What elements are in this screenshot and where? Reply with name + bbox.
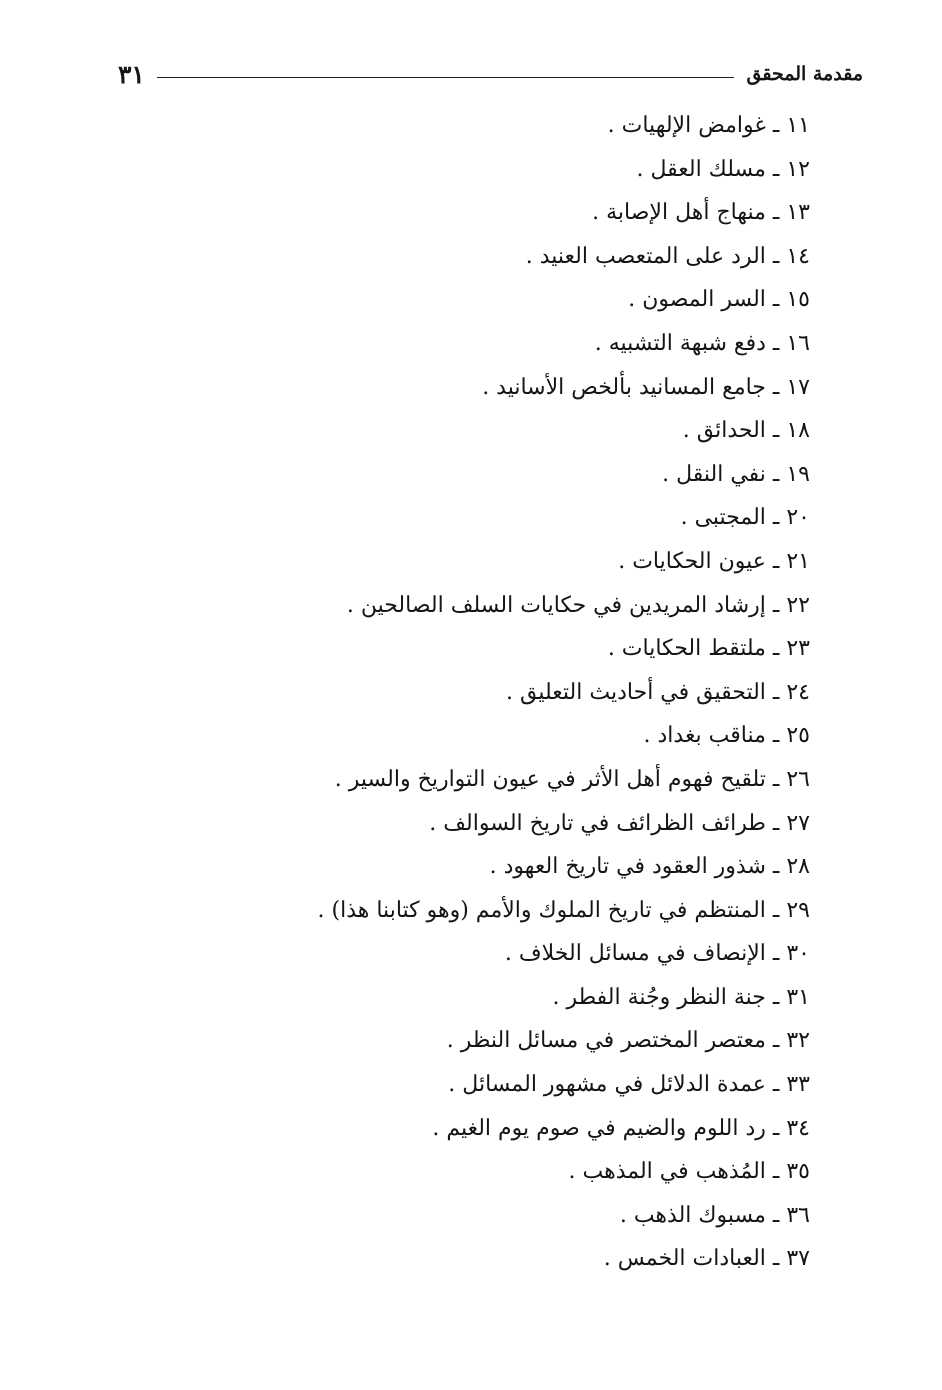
list-item (190, 409, 810, 453)
list-item (190, 1194, 810, 1238)
list-item (190, 1019, 810, 1063)
entry-number: ١٨ (786, 418, 810, 444)
running-title: مقدمة المحقق (746, 63, 863, 85)
entry-separator: ـ (765, 1246, 787, 1272)
entry-title: المجتبى . (680, 505, 766, 531)
entry-number: ٢٠ (786, 505, 810, 531)
entry-title: دفع شبهة التشبيه . (594, 330, 766, 356)
entry-separator: ـ (765, 243, 787, 269)
list-item (190, 322, 810, 366)
entry-title: السر المصون . (628, 287, 766, 313)
list-item (190, 584, 810, 628)
entry-title: مناقب بغداد . (643, 723, 766, 749)
entry-separator: ـ (765, 854, 787, 880)
entry-number: ١١ (786, 113, 810, 138)
entry-title: تلقيح فهوم أهل الأثر في عيون التواريخ والسير . (334, 766, 766, 792)
entry-separator: ـ (765, 1028, 787, 1054)
list-item (190, 453, 810, 497)
list-item (190, 671, 810, 715)
entry-title: الرد على المتعصب العنيد . (525, 243, 766, 269)
entry-separator: ـ (765, 1159, 787, 1185)
entry-title: ملتقط الحكايات . (607, 636, 766, 662)
entry-number: ٣١ (786, 984, 810, 1010)
entry-title: جنة النظر وجُنة الفطر . (552, 984, 766, 1010)
entry-separator: ـ (765, 505, 787, 531)
entry-separator: ـ (765, 287, 787, 313)
list-item (190, 104, 810, 148)
entry-number: ٢٥ (786, 723, 810, 749)
entry-number: ٣٠ (786, 941, 810, 967)
list-item (190, 845, 810, 889)
header-rule (157, 77, 735, 78)
list-item (190, 932, 810, 976)
entry-number: ٢٢ (786, 592, 810, 618)
entry-title: التحقيق في أحاديث التعليق . (506, 679, 766, 705)
entry-title: طرائف الظرائف في تاريخ السوالف . (429, 810, 766, 836)
entry-number: ٣٥ (786, 1159, 810, 1185)
list-item (190, 496, 810, 540)
list-item (190, 191, 810, 235)
entry-separator: ـ (765, 1072, 787, 1098)
entry-number: ١٩ (786, 461, 810, 487)
list-item (190, 235, 810, 279)
entry-title: المنتظم في تاريخ الملوك والأمم (وهو كتابنا هذا) . (317, 897, 766, 923)
entry-separator: ـ (765, 200, 787, 226)
entry-separator: ـ (765, 330, 787, 356)
entry-title: مسبوك الذهب . (619, 1202, 766, 1228)
entry-number: ١٤ (786, 243, 810, 269)
list-item (190, 366, 810, 410)
entry-separator: ـ (765, 810, 787, 836)
entry-separator: ـ (765, 1202, 787, 1228)
entry-separator: ـ (765, 984, 787, 1010)
entry-title: غوامض الإلهيات . (607, 113, 766, 138)
entry-title: رد اللوم والضيم في صوم يوم الغيم . (432, 1115, 766, 1141)
entry-number: ٣٢ (786, 1028, 810, 1054)
entry-number: ١٦ (786, 330, 810, 356)
entry-separator: ـ (765, 548, 787, 574)
entry-separator: ـ (765, 461, 787, 487)
entry-number: ١٧ (786, 374, 810, 400)
entry-number: ٣٤ (786, 1115, 810, 1141)
entry-title: الإنصاف في مسائل الخلاف . (504, 941, 766, 967)
entry-number: ٢٧ (786, 810, 810, 836)
entry-title: مسلك العقل . (636, 156, 766, 182)
entry-separator: ـ (765, 113, 787, 138)
list-item (190, 1063, 810, 1107)
entry-title: نفي النقل . (662, 461, 766, 487)
list-item (190, 1150, 810, 1194)
entry-number: ٢٤ (786, 679, 810, 705)
list-item (190, 802, 810, 846)
entry-separator: ـ (765, 723, 787, 749)
entry-title: إرشاد المريدين في حكايات السلف الصالحين . (346, 592, 766, 618)
page-header (118, 58, 863, 90)
list-item (190, 1107, 810, 1151)
entry-separator: ـ (765, 679, 787, 705)
entry-separator: ـ (765, 1115, 787, 1141)
entry-separator: ـ (765, 766, 787, 792)
list-item (190, 1237, 810, 1281)
list-item (190, 889, 810, 933)
entry-separator: ـ (765, 897, 787, 923)
entry-separator: ـ (765, 156, 787, 182)
entry-title: الحدائق . (682, 418, 766, 444)
entry-title: عيون الحكايات . (618, 548, 766, 574)
entry-number: ٢٨ (786, 854, 810, 880)
entry-title: شذور العقود في تاريخ العهود . (489, 854, 766, 880)
page-number: ٣١ (118, 59, 145, 89)
entry-title: العبادات الخمس . (603, 1246, 766, 1272)
entry-number: ١٣ (786, 200, 810, 226)
entry-title: جامع المسانيد بألخص الأسانيد . (482, 374, 766, 400)
list-item (190, 758, 810, 802)
entry-title: معتصر المختصر في مسائل النظر . (446, 1028, 766, 1054)
entry-title: المُذهب في المذهب . (568, 1159, 766, 1185)
entry-separator: ـ (765, 592, 787, 618)
entry-number: ١٥ (786, 287, 810, 313)
entry-number: ٣٣ (786, 1072, 810, 1098)
entry-number: ٢٦ (786, 766, 810, 792)
list-item (190, 278, 810, 322)
book-list (190, 104, 810, 1281)
entry-number: ٢١ (786, 548, 810, 574)
entry-separator: ـ (765, 374, 787, 400)
list-item (190, 714, 810, 758)
entry-separator: ـ (765, 941, 787, 967)
entry-number: ١٢ (786, 156, 810, 182)
list-item (190, 148, 810, 192)
entry-number: ٢٣ (786, 636, 810, 662)
entry-number: ٣٦ (786, 1202, 810, 1228)
list-item (190, 540, 810, 584)
entry-title: منهاج أهل الإصابة . (592, 200, 766, 226)
list-item (190, 976, 810, 1020)
list-item (190, 627, 810, 671)
entry-separator: ـ (765, 636, 787, 662)
entry-title: عمدة الدلائل في مشهور المسائل . (448, 1072, 766, 1098)
entry-separator: ـ (765, 418, 787, 444)
entry-number: ٢٩ (786, 897, 810, 923)
entry-number: ٣٧ (786, 1246, 810, 1272)
